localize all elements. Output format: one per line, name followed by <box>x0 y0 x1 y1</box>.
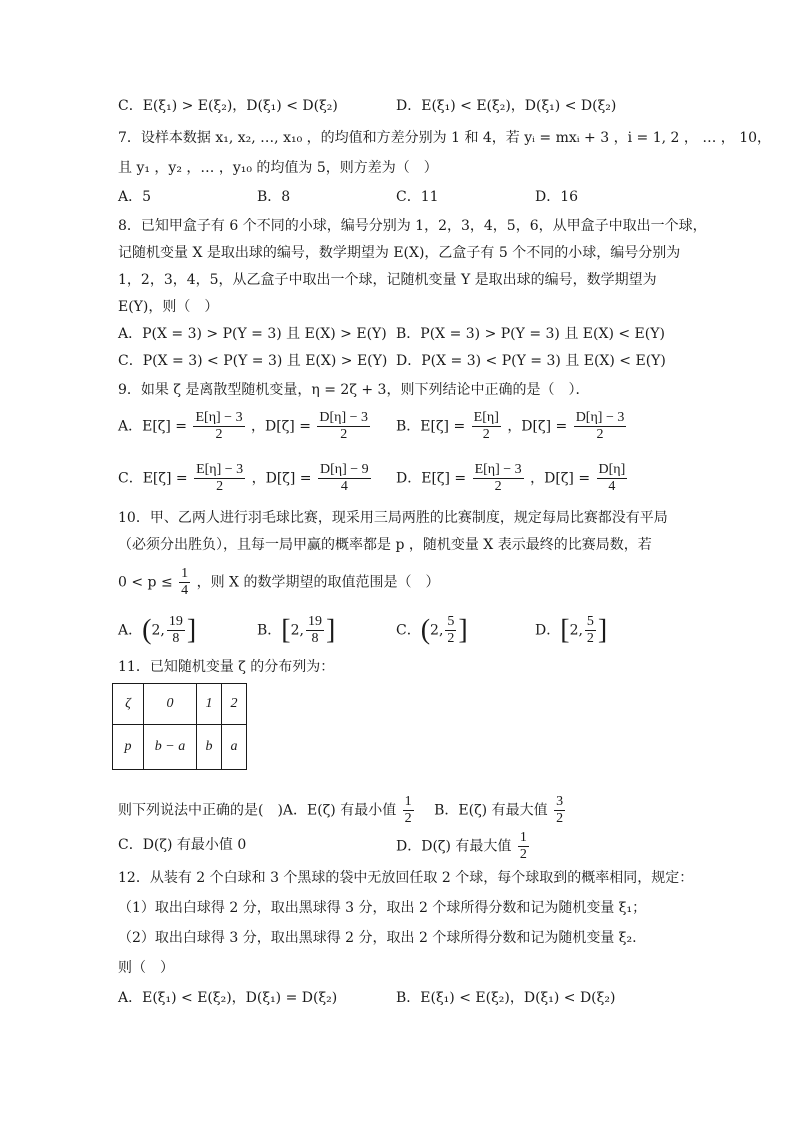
q9-b-frac2 <box>574 410 627 443</box>
q10-line3-num: 1 <box>181 566 189 581</box>
q9-d-num2: D[η] <box>598 462 626 477</box>
q10-b-close: ] <box>325 614 336 646</box>
q10-stem-line1: 10．甲、乙两人进行羽毛球比赛，现采用三局两胜的比赛制度，规定每局比赛都没有平局 <box>118 510 668 526</box>
q10-a-label: A． <box>118 622 143 639</box>
q9-a-den1: 2 <box>215 427 223 442</box>
q12-stem-line2: （1）取出白球得 2 分，取出黑球得 3 分，取出 2 个球所得分数和记为随机变量 ξ₁； <box>118 900 647 916</box>
q7-option-b: B．8 <box>257 189 291 205</box>
q10-b-den: 8 <box>311 631 319 646</box>
q9-d-prefix: D．E[ζ] = <box>396 470 467 487</box>
q7-option-c: C．11 <box>396 189 439 205</box>
q10-c-den: 2 <box>447 631 455 646</box>
q11-d-prefix: D．D(ζ) 有最大值 <box>396 838 512 855</box>
q10-c-label: C． <box>396 622 421 639</box>
q9-option-d <box>396 462 629 495</box>
q9-b-frac1 <box>472 410 501 443</box>
q10-line3-frac <box>179 566 190 599</box>
q9-c-frac1 <box>194 462 245 495</box>
q10-c-open: ( <box>420 614 431 646</box>
q9-option-c <box>118 462 373 495</box>
q8-option-b: B．P(X = 3) > P(Y = 3) 且 E(X) < E(Y) <box>396 326 665 342</box>
q10-d-label: D． <box>535 622 561 639</box>
q10-c-frac <box>445 614 456 647</box>
q9-a-num2: D[η] − 3 <box>319 410 369 425</box>
q7-option-d: D．16 <box>535 189 579 205</box>
q10-line3-den: 4 <box>181 583 189 598</box>
q10-a-frac <box>167 614 185 647</box>
q10-a-num: 19 <box>168 614 183 629</box>
table-cell: 1 <box>197 684 222 725</box>
q10-stem-line3 <box>118 566 439 599</box>
q12-option-b: B．E(ξ₁) < E(ξ₂)，D(ξ₁) < D(ξ₂) <box>396 990 616 1006</box>
q10-d-den: 2 <box>586 631 594 646</box>
table-cell: p <box>113 725 144 770</box>
q10-d-close: ] <box>597 614 608 646</box>
q10-d-lower: 2, <box>569 622 583 639</box>
q9-d-den1: 2 <box>494 479 502 494</box>
q11-options-line <box>118 794 567 827</box>
q8-stem-line1: 8．已知甲盒子有 6 个不同的小球，编号分别为 1，2，3，4，5，6，从甲盒子中取出一个球， <box>118 218 707 234</box>
q10-a-open: ( <box>142 614 152 646</box>
q11-line2-prefix: 则下列说法中正确的是( )A．E(ζ) 有最小值 <box>118 802 397 819</box>
q9-c-prefix: C．E[ζ] = <box>118 470 188 487</box>
q10-option-a <box>118 614 196 647</box>
q12-stem-line4: 则（ ） <box>118 960 174 976</box>
table-cell: 2 <box>222 684 247 725</box>
q11-option-c: C．D(ζ) 有最小值 0 <box>118 837 247 853</box>
table-cell: b − a <box>144 725 197 770</box>
q10-line3-suffix: ，则 X 的数学期望的取值范围是（ ） <box>196 574 440 591</box>
q10-b-label: B． <box>257 622 282 639</box>
q10-a-den: 8 <box>172 631 180 646</box>
q9-c-frac2 <box>318 462 371 495</box>
q8-option-c: C．P(X = 3) < P(Y = 3) 且 E(X) > E(Y) <box>118 353 388 369</box>
q12-stem-line3: （2）取出白球得 3 分，取出黑球得 2 分，取出 2 个球所得分数和记为随机变量 ξ₂. <box>118 930 637 946</box>
q9-d-frac1 <box>473 462 524 495</box>
q9-d-num1: E[η] − 3 <box>474 462 522 477</box>
q11-a-den: 2 <box>404 811 412 826</box>
table-row <box>113 725 247 770</box>
q11-line2-mid: B．E(ζ) 有最大值 <box>420 802 548 819</box>
q9-b-den1: 2 <box>482 427 490 442</box>
q9-a-frac1 <box>193 410 244 443</box>
q9-stem: 9．如果 ζ 是离散型随机变量，η = 2ζ + 3，则下列结论中正确的是（ ）． <box>118 382 590 398</box>
q9-option-a <box>118 410 372 443</box>
q11-a-frac <box>403 794 414 827</box>
q9-c-den2: 4 <box>340 479 348 494</box>
q9-a-den2: 2 <box>340 427 348 442</box>
q11-d-den: 2 <box>519 847 527 862</box>
q10-b-open: [ <box>281 614 291 646</box>
q9-a-frac2 <box>317 410 370 443</box>
q11-d-frac <box>518 830 529 863</box>
q10-d-frac <box>585 614 596 647</box>
q11-option-d <box>396 830 531 863</box>
q9-c-num2: D[η] − 9 <box>320 462 369 477</box>
q10-c-lower: 2, <box>430 622 444 639</box>
q9-b-mid: ，D[ζ] = <box>507 418 568 435</box>
table-row <box>113 684 247 725</box>
q7-option-a: A．5 <box>118 189 152 205</box>
q9-c-den1: 2 <box>216 479 224 494</box>
q8-stem-line3: 1，2，3，4，5，从乙盒子中取出一个球，记随机变量 Y 是取出球的编号，数学期望为 <box>118 272 657 288</box>
q12-option-a: A．E(ξ₁) < E(ξ₂)，D(ξ₁) = D(ξ₂) <box>118 990 338 1006</box>
q10-b-frac <box>306 614 324 647</box>
q10-d-open: [ <box>560 614 570 646</box>
q10-c-num: 5 <box>447 614 455 629</box>
q11-distribution-table <box>112 683 247 770</box>
q9-a-mid: ，D[ζ] = <box>251 418 311 435</box>
q8-stem-line2: 记随机变量 X 是取出球的编号，数学期望为 E(X)，乙盒子有 5 个不同的小球，编号分别为 <box>118 245 681 261</box>
q7-stem-line2: 且 y₁ ，y₂ ，… ，y₁₀ 的均值为 5，则方差为（ ） <box>118 160 438 176</box>
table-cell: b <box>197 725 222 770</box>
q11-d-num: 1 <box>519 830 527 845</box>
table-cell: a <box>222 725 247 770</box>
q6-option-d: D．E(ξ₁) < E(ξ₂)，D(ξ₁) < D(ξ₂) <box>396 98 617 114</box>
q10-b-lower: 2, <box>290 622 304 639</box>
q9-b-num2: D[η] − 3 <box>575 410 625 425</box>
q11-a-num: 1 <box>404 794 412 809</box>
q11-b-num: 3 <box>556 794 564 809</box>
table-cell: ζ <box>113 684 144 725</box>
q9-b-den2: 2 <box>596 427 604 442</box>
q9-d-mid: ，D[ζ] = <box>530 470 591 487</box>
q9-a-num1: E[η] − 3 <box>195 410 243 425</box>
q8-stem-line4: E(Y)，则（ ） <box>118 299 219 315</box>
q9-a-prefix: A．E[ζ] = <box>118 418 188 435</box>
q11-b-frac <box>554 794 565 827</box>
q7-stem-line1: 7．设样本数据 x₁, x₂, …, x₁₀ ，的均值和方差分别为 1 和 4，若 yᵢ = mxᵢ + 3 ，i = 1, 2 ， … ， 10， <box>118 130 772 146</box>
q10-b-num: 19 <box>307 614 322 629</box>
q11-stem: 11．已知随机变量 ζ 的分布列为： <box>118 659 335 675</box>
q10-line3-prefix: 0 < p ≤ <box>118 574 173 591</box>
q9-d-den2: 4 <box>608 479 616 494</box>
q9-c-num1: E[η] − 3 <box>196 462 244 477</box>
q6-option-c: C．E(ξ₁) > E(ξ₂)，D(ξ₁) < D(ξ₂) <box>118 98 338 114</box>
q9-option-b <box>396 410 628 443</box>
q10-d-num: 5 <box>586 614 594 629</box>
q8-option-a: A．P(X = 3) > P(Y = 3) 且 E(X) > E(Y) <box>118 326 387 342</box>
q9-c-mid: ，D[ζ] = <box>251 470 312 487</box>
q10-stem-line2: （必须分出胜负），且每一局甲赢的概率都是 p ，随机变量 X 表示最终的比赛局数，若 <box>118 537 652 553</box>
q9-d-frac2 <box>597 462 628 495</box>
q10-a-lower: 2, <box>151 622 165 639</box>
q10-option-b <box>257 614 335 647</box>
table-cell: 0 <box>144 684 197 725</box>
q9-b-prefix: B．E[ζ] = <box>396 418 466 435</box>
q12-stem-line1: 12．从装有 2 个白球和 3 个黑球的袋中无放回任取 2 个球，每个球取到的概率相同，规定： <box>118 870 694 886</box>
q10-option-d <box>535 614 607 647</box>
q9-b-num1: E[η] <box>473 410 499 425</box>
q10-c-close: ] <box>458 614 468 646</box>
q10-option-c <box>396 614 468 647</box>
q8-option-d: D．P(X = 3) < P(Y = 3) 且 E(X) < E(Y) <box>396 353 666 369</box>
q11-b-den: 2 <box>556 811 564 826</box>
q10-a-close: ] <box>186 614 197 646</box>
